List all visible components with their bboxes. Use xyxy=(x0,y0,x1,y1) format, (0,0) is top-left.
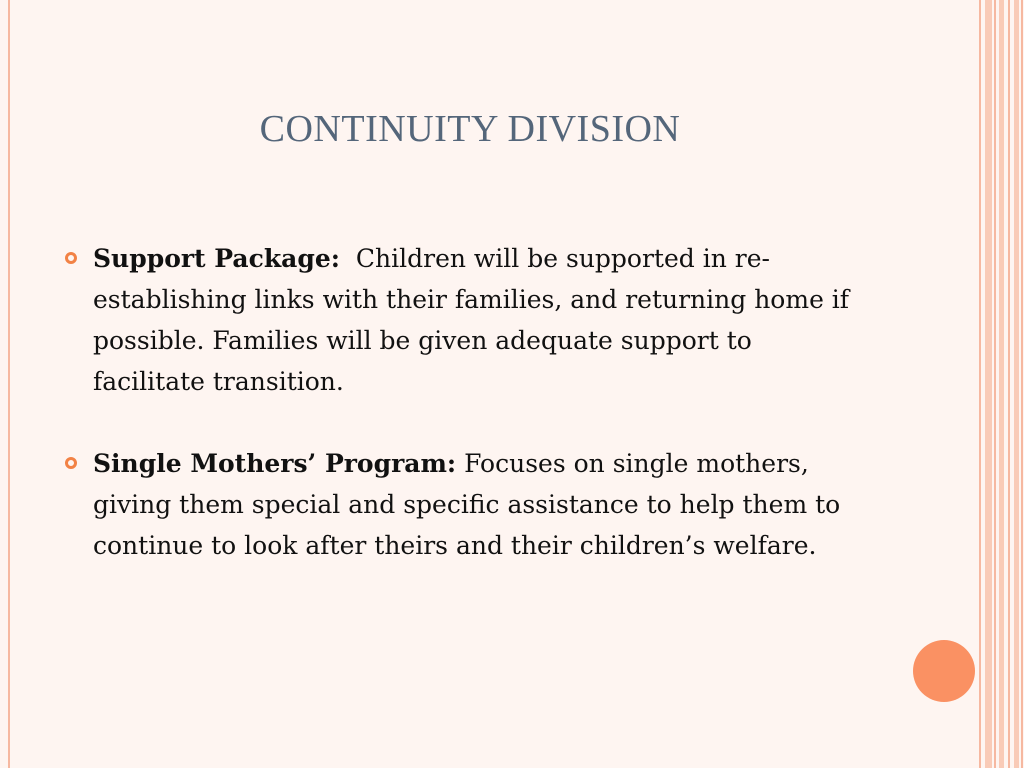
right-border-stripe xyxy=(1008,0,1010,768)
bullet-item-single-mothers-program xyxy=(62,443,862,566)
left-border-line xyxy=(8,0,10,768)
slide-title: CONTINUITY DIVISION xyxy=(259,108,681,150)
bullet-ring-icon xyxy=(65,457,77,469)
right-border-stripe xyxy=(1021,0,1023,768)
right-border-stripe xyxy=(1014,0,1019,768)
bullet-text: Children will be supported in re-establishing links with their families, and returning home if possible. Families will be given adequate support to facilitate transition. xyxy=(93,244,850,396)
bullet-ring-icon xyxy=(65,252,77,264)
right-border-stripe xyxy=(994,0,996,768)
bullet-list xyxy=(62,238,862,607)
right-border-stripe xyxy=(999,0,1004,768)
bullet-item-support-package xyxy=(62,238,862,402)
right-border-stripe xyxy=(979,0,981,768)
right-border-stripe xyxy=(985,0,992,768)
bullet-heading: Support Package: xyxy=(93,244,340,273)
bullet-text: Focuses on single mothers, giving them special and specific assistance to help them to continue to look after theirs and their children’s welfare. xyxy=(93,449,841,560)
bullet-heading: Single Mothers’ Program: xyxy=(93,449,457,478)
decorative-circle xyxy=(913,640,975,702)
